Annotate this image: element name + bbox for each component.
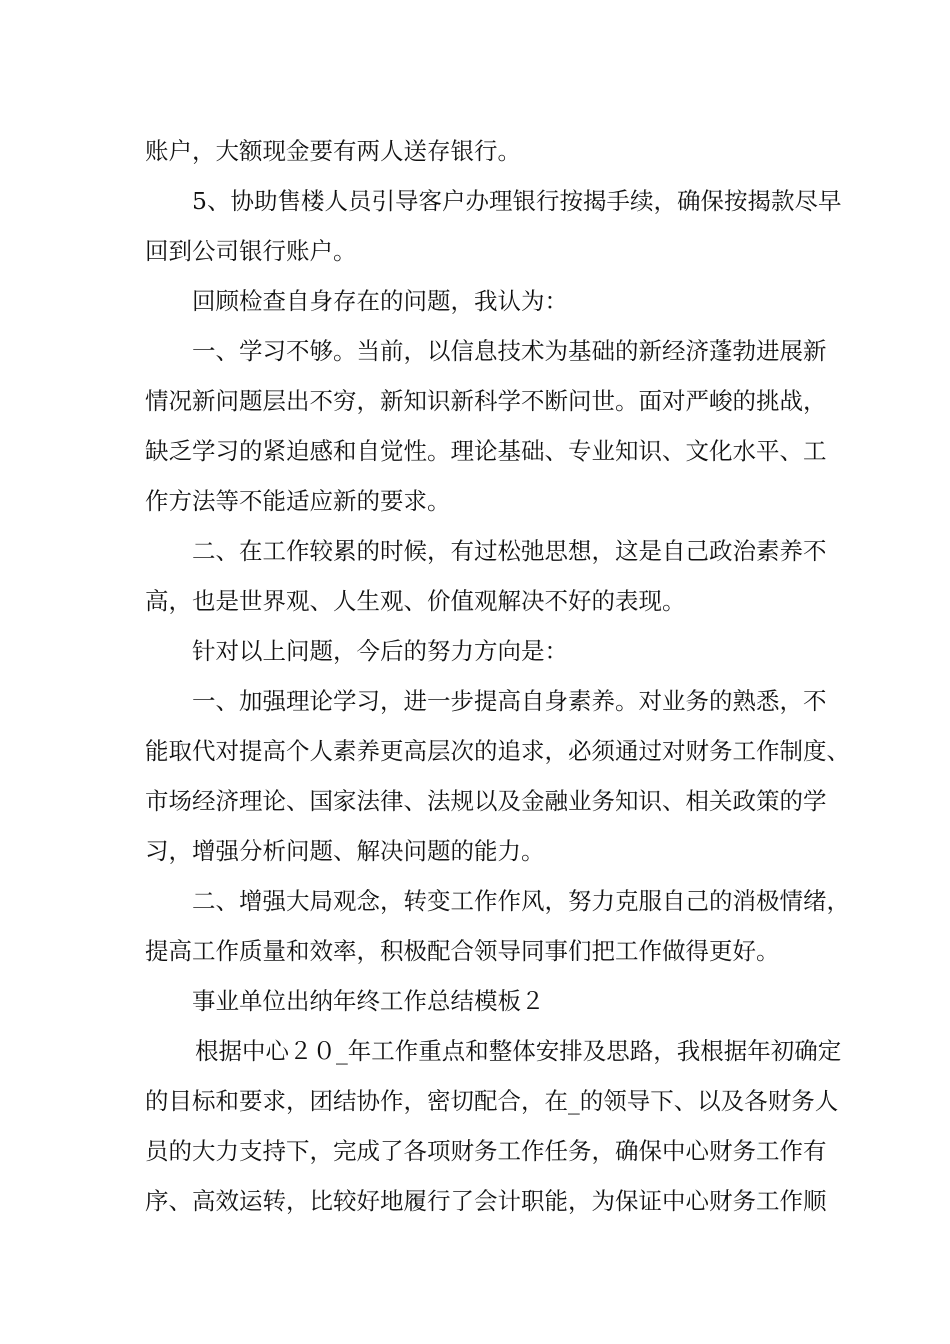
text-line: 一、加强理论学习，进一步提高自身素养。对业务的熟悉，不 bbox=[192, 687, 827, 715]
section-heading: 事业单位出纳年终工作总结模板２ bbox=[192, 987, 545, 1015]
text-line: 二、在工作较累的时候，有过松弛思想，这是自己政治素养不 bbox=[192, 537, 827, 565]
text-line: 高，也是世界观、人生观、价值观解决不好的表现。 bbox=[145, 587, 686, 615]
text-line: 5、协助售楼人员引导客户办理银行按揭手续，确保按揭款尽早 bbox=[192, 187, 842, 215]
text-line: 提高工作质量和效率，积极配合领导同事们把工作做得更好。 bbox=[145, 937, 780, 965]
text-line: 的目标和要求，团结协作，密切配合，在_的领导下、以及各财务人 bbox=[145, 1087, 839, 1115]
text-line: 缺乏学习的紧迫感和自觉性。理论基础、专业知识、文化水平、工 bbox=[145, 437, 827, 465]
text-line: 根据中心２０_年工作重点和整体安排及思路，我根据年初确定 bbox=[195, 1037, 842, 1065]
text-line: 员的大力支持下，完成了各项财务工作任务，确保中心财务工作有 bbox=[145, 1137, 827, 1165]
text-line: 习，增强分析问题、解决问题的能力。 bbox=[145, 837, 545, 865]
text-line: 序、高效运转，比较好地履行了会计职能，为保证中心财务工作顺 bbox=[145, 1187, 827, 1215]
text-line: 市场经济理论、国家法律、法规以及金融业务知识、相关政策的学 bbox=[145, 787, 827, 815]
text-line: 一、学习不够。当前，以信息技术为基础的新经济蓬勃进展新 bbox=[192, 337, 827, 365]
text-line: 作方法等不能适应新的要求。 bbox=[145, 487, 451, 515]
document-body bbox=[145, 126, 850, 1226]
text-line: 回顾检查自身存在的问题，我认为： bbox=[192, 287, 568, 315]
text-line: 情况新问题层出不穷，新知识新科学不断问世。面对严峻的挑战， bbox=[145, 387, 827, 415]
text-line: 回到公司银行账户。 bbox=[145, 237, 357, 265]
text-line: 账户，大额现金要有两人送存银行。 bbox=[145, 137, 521, 165]
text-line: 二、增强大局观念，转变工作作风，努力克服自己的消极情绪， bbox=[192, 887, 850, 915]
text-line: 能取代对提高个人素养更高层次的追求，必须通过对财务工作制度、 bbox=[145, 737, 850, 765]
text-line: 针对以上问题，今后的努力方向是： bbox=[192, 637, 568, 665]
